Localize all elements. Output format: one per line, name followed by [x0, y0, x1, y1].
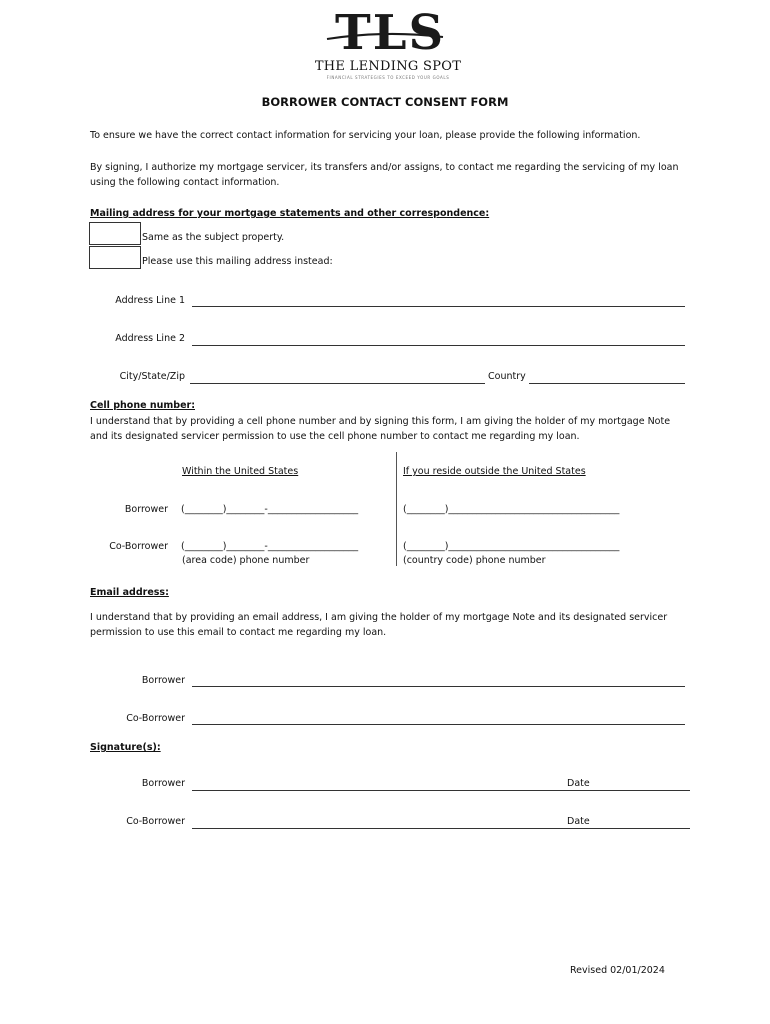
- country-field[interactable]: [529, 383, 685, 384]
- phone-us-hint: (area code) phone number: [182, 555, 310, 566]
- use-other-address-label: Please use this mailing address instead:: [142, 256, 333, 267]
- signature-coborrower-label: Co-Borrower: [126, 816, 185, 827]
- phone-coborrower-us-field[interactable]: (________)________-___________________: [181, 541, 359, 552]
- signature-borrower-field[interactable]: [192, 790, 690, 791]
- phone-borrower-us-field[interactable]: (________)________-___________________: [181, 504, 359, 515]
- phone-coborrower-label: Co-Borrower: [109, 541, 168, 552]
- use-other-address-checkbox[interactable]: [89, 246, 141, 269]
- phone-coborrower-intl-field[interactable]: (________)____________________________________: [403, 541, 620, 552]
- email-consent-text: I understand that by providing an email address, I am giving the holder of my mortgage Note and its designated servicer permission to use this email to contact me regarding my loan.: [90, 612, 668, 638]
- email-heading: Email address:: [90, 587, 169, 598]
- email-coborrower-label: Co-Borrower: [126, 713, 185, 724]
- phone-column-divider: [396, 452, 397, 566]
- same-as-property-label: Same as the subject property.: [142, 232, 285, 243]
- signature-borrower-label: Borrower: [141, 778, 185, 789]
- address-line2-field[interactable]: [192, 345, 685, 346]
- logo-tagline: FINANCIAL STRATEGIES TO EXCEED YOUR GOALS: [326, 75, 450, 80]
- city-state-zip-label: City/State/Zip: [119, 371, 185, 382]
- address-line1-field[interactable]: [192, 306, 685, 307]
- address-line2-label: Address Line 2: [115, 333, 185, 344]
- phone-intl-hint: (country code) phone number: [403, 555, 546, 566]
- address-line1-label: Address Line 1: [115, 295, 185, 306]
- phone-consent-text: I understand that by providing a cell phone number and by signing this form, I am giving the holder of my mortgage Note and its designated servicer permission to use the cell phone number to contact me regarding my loan.: [90, 416, 671, 442]
- authorization-text: By signing, I authorize my mortgage servicer, its transfers and/or assigns, to contact me regarding the servicing of my loan using the following contact information.: [90, 162, 679, 188]
- same-as-property-checkbox[interactable]: [89, 222, 141, 245]
- phone-borrower-label: Borrower: [124, 504, 168, 515]
- phone-heading: Cell phone number:: [90, 400, 195, 411]
- phone-col-us-header: Within the United States: [182, 466, 299, 477]
- signature-coborrower-field[interactable]: [192, 828, 690, 829]
- phone-borrower-intl-field[interactable]: (________)____________________________________: [403, 504, 620, 515]
- phone-col-intl-header: If you reside outside the United States: [403, 466, 586, 477]
- revised-date: Revised 02/01/2024: [570, 965, 665, 976]
- email-borrower-label: Borrower: [141, 675, 185, 686]
- signature-borrower-date-label: Date: [567, 778, 590, 789]
- logo-name: THE LENDING SPOT: [314, 59, 462, 74]
- email-coborrower-field[interactable]: [192, 724, 685, 725]
- email-borrower-field[interactable]: [192, 686, 685, 687]
- mailing-heading: Mailing address for your mortgage statements and other correspondence:: [90, 208, 490, 219]
- logo-mark: TLS: [335, 5, 446, 61]
- city-state-zip-field[interactable]: [190, 383, 485, 384]
- form-title: BORROWER CONTACT CONSENT FORM: [261, 95, 509, 109]
- signatures-heading: Signature(s):: [90, 742, 161, 753]
- intro-text: To ensure we have the correct contact information for servicing your loan, please provide the following information.: [90, 130, 641, 141]
- country-label: Country: [488, 371, 526, 382]
- signature-coborrower-date-label: Date: [567, 816, 590, 827]
- logo-swoosh-icon: [325, 30, 445, 44]
